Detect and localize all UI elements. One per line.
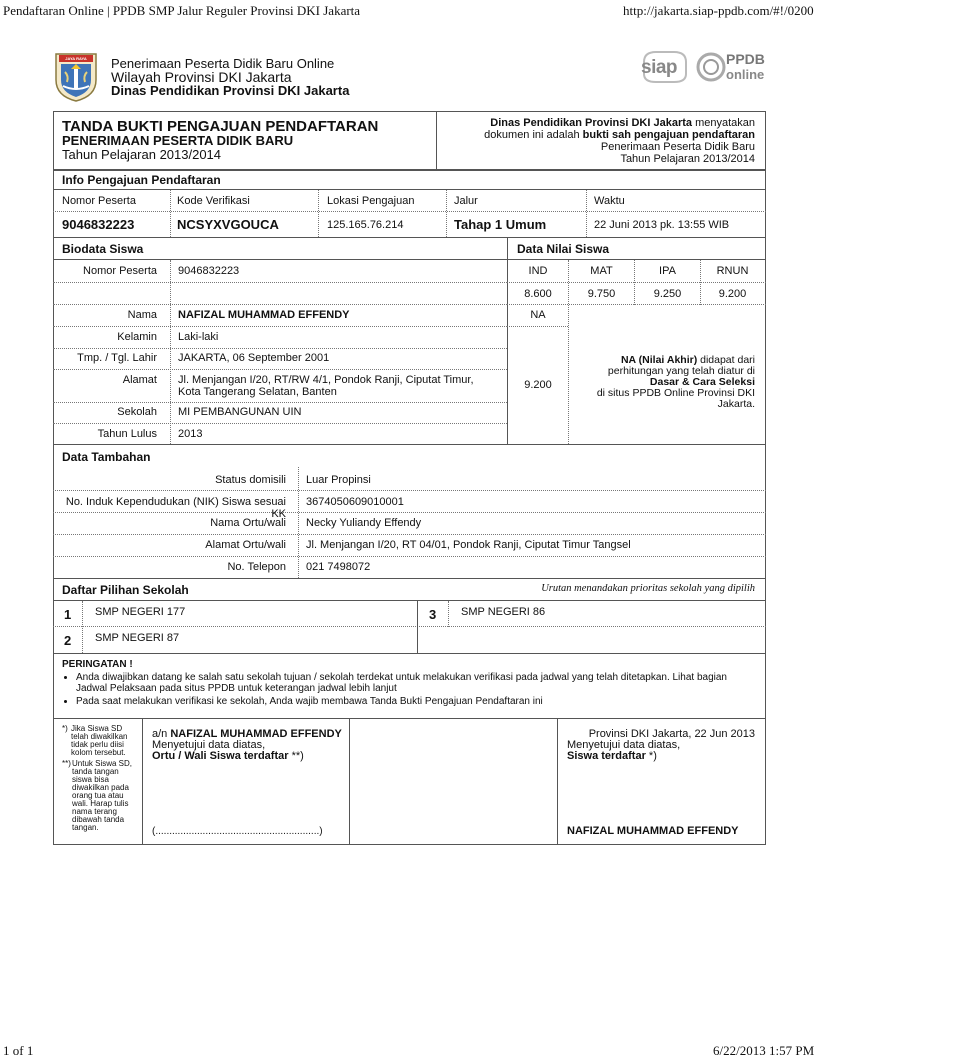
sekolah-section-title: Daftar Pilihan Sekolah — [62, 583, 189, 597]
siap-logo — [640, 48, 690, 86]
info-section-title: Info Pengajuan Pendaftaran — [62, 173, 221, 187]
choice-2-school: SMP NEGERI 87 — [95, 632, 180, 644]
tambahan-label-nik: No. Induk Kependudukan (NIK) Siswa sesuai KK — [65, 496, 286, 520]
print-timestamp: 6/22/2013 1:57 PM — [713, 1043, 815, 1058]
nilai-subject-ind: IND — [528, 265, 548, 277]
info-value-nomor: 9046832223 — [62, 217, 135, 232]
header-line-3: Dinas Pendidikan Provinsi DKI Jakarta — [111, 83, 350, 98]
student-role-marker: *) — [645, 750, 657, 762]
choice-2-number: 2 — [64, 633, 72, 648]
parent-role: Ortu / Wali Siswa terdaftar — [152, 750, 289, 762]
warning-title: PERINGATAN ! — [62, 659, 133, 670]
tambahan-value-nik: 3674050609010001 — [306, 496, 404, 508]
footnote-1-marker: *) — [62, 724, 68, 733]
bio-label-lulus: Tahun Lulus — [97, 428, 157, 440]
receipt-year: Tahun Pelajaran 2013/2014 — [62, 147, 222, 162]
bio-value-lahir: JAKARTA, 06 September 2001 — [178, 352, 330, 364]
receipt-title: TANDA BUKTI PENGAJUAN PENDAFTARAN — [62, 118, 379, 135]
tambahan-label-telepon: No. Telepon — [227, 561, 286, 573]
choice-1-school: SMP NEGERI 177 — [95, 606, 186, 618]
bio-value-lulus: 2013 — [178, 428, 203, 440]
nilai-section-title: Data Nilai Siswa — [517, 242, 610, 256]
nilai-score-rnun: 9.200 — [718, 288, 747, 300]
statement-text-1: menyatakan — [692, 117, 755, 129]
nilai-na-label: NA — [530, 309, 546, 321]
online-logo-text: online — [726, 67, 765, 82]
bio-label-nama: Nama — [127, 309, 157, 321]
warning-list — [62, 672, 752, 709]
parent-student-name: NAFIZAL MUHAMMAD EFFENDY — [170, 728, 342, 740]
ppdb-swirl-icon — [696, 50, 726, 84]
bio-label-sekolah: Sekolah — [117, 406, 157, 418]
parent-role-marker: **) — [288, 750, 304, 762]
student-agree-text: Menyetujui data diatas, — [567, 739, 681, 751]
parent-signature-line: (...........................................................) — [152, 826, 323, 837]
bio-value-kelamin: Laki-laki — [178, 331, 219, 343]
receipt-subtitle: PENERIMAAN PESERTA DIDIK BARU — [62, 133, 294, 148]
sekolah-priority-note: Urutan menandakan prioritas sekolah yang dipilih — [541, 583, 755, 594]
tambahan-label-ortu: Nama Ortu/wali — [210, 517, 286, 529]
jakarta-emblem-logo — [53, 50, 99, 102]
ppdb-logo-text: PPDB — [726, 51, 765, 67]
info-header-jalur: Jalur — [454, 195, 478, 207]
choice-3-number: 3 — [429, 607, 437, 622]
student-signature-block — [567, 740, 680, 762]
print-page-title: Pendaftaran Online | PPDB SMP Jalur Reguler Provinsi DKI Jakarta — [3, 3, 361, 18]
choice-1-number: 1 — [64, 607, 72, 622]
tambahan-section-title: Data Tambahan — [62, 450, 151, 464]
tambahan-label-domisili: Status domisili — [215, 474, 286, 486]
bio-label-kelamin: Kelamin — [117, 331, 157, 343]
parent-signature-block — [152, 729, 342, 762]
info-header-waktu: Waktu — [594, 195, 625, 207]
logo-motto: JAYA RAYA — [65, 56, 87, 61]
biodata-section-title: Biodata Siswa — [62, 242, 144, 256]
info-header-lokasi: Lokasi Pengajuan — [327, 195, 415, 207]
bio-value-nama: NAFIZAL MUHAMMAD EFFENDY — [178, 309, 350, 321]
student-role: Siswa terdaftar — [567, 750, 646, 762]
info-value-lokasi: 125.165.76.214 — [327, 219, 404, 231]
nilai-note — [570, 355, 755, 410]
statement-line-4: Tahun Pelajaran 2013/2014 — [620, 153, 755, 165]
tambahan-value-telepon: 021 7498072 — [306, 561, 371, 573]
info-value-waktu: 22 Juni 2013 pk. 13:55 WIB — [594, 219, 730, 231]
signature-footnote-2 — [62, 760, 138, 832]
nilai-score-mat: 9.750 — [587, 288, 616, 300]
warning-item-1: • Anda diwajibkan datang ke salah satu sekolah tujuan / sekolah terdekat untuk melakukan verifikasi pada jadwal yang telah ditetapkan. Lihat bagian Jadwal Pelaksaan pada situs PPDB untuk keterangan jadwal lebih lanjut — [76, 672, 752, 694]
print-page-count: 1 of 1 — [3, 1043, 34, 1058]
nilai-na-value: 9.200 — [524, 379, 552, 391]
receipt-statement — [440, 117, 755, 165]
header-line-1: Penerimaan Peserta Didik Baru Online — [111, 56, 335, 71]
info-header-nomor: Nomor Peserta — [62, 195, 136, 207]
bio-label-lahir: Tmp. / Tgl. Lahir — [77, 352, 157, 364]
header-line-2: Wilayah Provinsi DKI Jakarta — [111, 69, 292, 85]
statement-agency: Dinas Pendidikan Provinsi DKI Jakarta — [490, 117, 693, 129]
parent-agree-text: Menyetujui data diatas, — [152, 739, 266, 751]
nilai-note-bold: NA (Nilai Akhir) — [620, 354, 698, 366]
statement-line-3: Penerimaan Peserta Didik Baru — [600, 141, 755, 153]
tambahan-value-alamat-ortu: Jl. Menjangan I/20, RT 04/01, Pondok Ranji, Ciputat Timur Tangsel — [306, 539, 631, 551]
info-value-jalur: Tahap 1 Umum — [454, 217, 547, 232]
footnote-2-text: Untuk Siswa SD, tanda tangan siswa bisa diwakilkan pada orang tua atau wali. Harap tulis nama terang dibawah tanda tangan. — [72, 759, 133, 832]
statement-text-2: dokumen ini adalah — [484, 129, 583, 141]
student-signature-place-date: Provinsi DKI Jakarta, 22 Jun 2013 — [588, 728, 755, 740]
nilai-subject-rnun: RNUN — [716, 265, 749, 277]
nilai-note-text-1: didapat dari — [697, 354, 755, 366]
tambahan-value-ortu: Necky Yuliandy Effendy — [306, 517, 422, 529]
nilai-note-line-4: di situs PPDB Online Provinsi DKI Jakarta. — [596, 387, 755, 410]
nilai-subject-ipa: IPA — [659, 265, 676, 277]
bio-value-sekolah: MI PEMBANGUNAN UIN — [178, 406, 302, 418]
info-value-kode: NCSYXVGOUCA — [177, 217, 279, 232]
info-header-kode: Kode Verifikasi — [177, 195, 250, 207]
footnote-2-marker: **) — [62, 759, 71, 768]
bio-label-nomor: Nomor Peserta — [83, 265, 157, 277]
nilai-note-line-2: perhitungan yang telah diatur di — [607, 365, 755, 377]
print-page-url: http://jakarta.siap-ppdb.com/#!/0200 — [623, 3, 814, 18]
choice-3-school: SMP NEGERI 86 — [461, 606, 546, 618]
bio-value-alamat: Jl. Menjangan I/20, RT/RW 4/1, Pondok Ranji, Ciputat Timur, Kota Tangerang Selatan, Banten — [178, 374, 474, 398]
nilai-score-ind: 8.600 — [524, 288, 552, 300]
nilai-subject-mat: MAT — [590, 265, 613, 277]
tambahan-label-alamat-ortu: Alamat Ortu/wali — [205, 539, 286, 551]
statement-proof: bukti sah pengajuan pendaftaran — [582, 129, 755, 141]
warning-item-2: • Pada saat melakukan verifikasi ke sekolah, Anda wajib membawa Tanda Bukti Pengajuan Pendaftaran ini — [76, 696, 752, 707]
nilai-note-link: Dasar & Cara Seleksi — [649, 376, 755, 388]
footnote-1-text: Jika Siswa SD telah diwakilkan tidak perlu diisi kolom tersebut. — [71, 724, 128, 757]
signature-footnote-1 — [62, 725, 138, 757]
bio-value-nomor: 9046832223 — [178, 265, 240, 277]
tambahan-value-domisili: Luar Propinsi — [306, 474, 371, 486]
bio-label-alamat: Alamat — [122, 374, 157, 386]
student-signature-name: NAFIZAL MUHAMMAD EFFENDY — [567, 825, 739, 837]
siap-logo-text: siap — [641, 57, 678, 78]
nilai-score-ipa: 9.250 — [653, 288, 682, 300]
parent-an-prefix: a/n — [152, 728, 171, 740]
